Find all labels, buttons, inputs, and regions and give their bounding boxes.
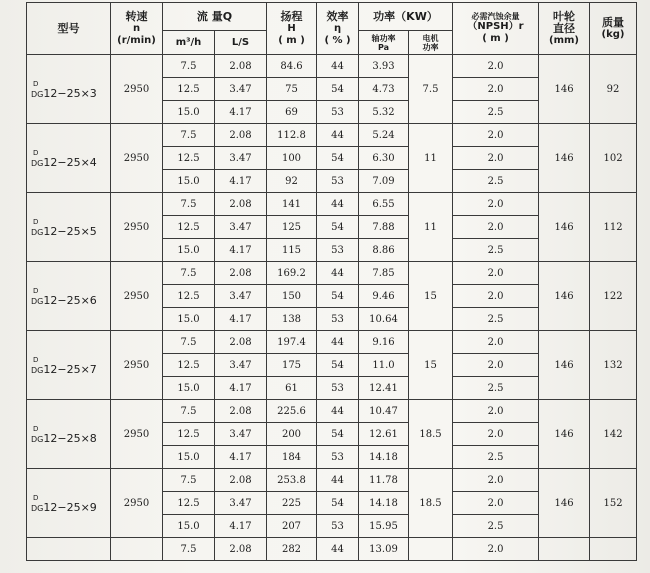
flow-m3h-cell: 7.5 — [163, 124, 215, 147]
mass-cell: 112 — [590, 193, 637, 262]
impeller-cell: 146 — [539, 193, 590, 262]
shaft-power-cell: 5.32 — [359, 101, 409, 124]
motor-power-cell: 15 — [409, 262, 453, 331]
head-cell: 100 — [267, 147, 317, 170]
npsh-cell: 2.0 — [453, 538, 539, 561]
table-row — [27, 331, 637, 354]
npsh-cell: 2.0 — [453, 331, 539, 354]
shaft-power-cell: 14.18 — [359, 492, 409, 515]
model-prefix: DG — [31, 296, 44, 306]
speed-cell: 2950 — [111, 193, 163, 262]
model-name: 12−25×4 — [43, 155, 97, 169]
shaft-power-cell: 12.61 — [359, 423, 409, 446]
header-npsh: 必需汽蚀余量 （NPSH）r ( m ) — [453, 3, 539, 55]
npsh-cell: 2.0 — [453, 55, 539, 78]
model-cell — [27, 331, 111, 400]
header-speed: 转速 n (r/min) — [111, 3, 163, 55]
q_m3h-cell: 7.5 — [163, 538, 215, 561]
model-name: 12−25×7 — [43, 362, 97, 376]
shaft-power-cell: 8.86 — [359, 239, 409, 262]
npsh-cell: 2.0 — [453, 193, 539, 216]
speed-cell: 2950 — [111, 400, 163, 469]
head-cell: 184 — [267, 446, 317, 469]
efficiency-cell: 54 — [317, 147, 359, 170]
flow-m3h-cell: 15.0 — [163, 377, 215, 400]
flow-m3h-cell: 7.5 — [163, 193, 215, 216]
flow-ls-cell: 2.08 — [215, 262, 267, 285]
head-cell: 207 — [267, 515, 317, 538]
header-flow-ls: L/S — [215, 31, 267, 55]
model-prefix: DG — [31, 227, 44, 237]
shaft-power-cell: 14.18 — [359, 446, 409, 469]
npsh-cell: 2.5 — [453, 377, 539, 400]
head-cell: 150 — [267, 285, 317, 308]
flow-ls-cell: 4.17 — [215, 308, 267, 331]
flow-ls-cell: 2.08 — [215, 469, 267, 492]
header-motor-power: 电机 功率 — [409, 31, 453, 55]
flow-ls-cell: 4.17 — [215, 446, 267, 469]
shaft-power-cell: 9.46 — [359, 285, 409, 308]
model-cell — [27, 262, 111, 331]
header-mass: 质量 (kg) — [590, 3, 637, 55]
model-name: 12−25×9 — [43, 500, 97, 514]
npsh-cell: 2.5 — [453, 170, 539, 193]
flow-ls-cell: 2.08 — [215, 400, 267, 423]
table-row — [27, 262, 637, 285]
npsh-cell: 2.0 — [453, 423, 539, 446]
efficiency-cell: 54 — [317, 78, 359, 101]
head-cell: 69 — [267, 101, 317, 124]
npsh-cell: 2.0 — [453, 216, 539, 239]
efficiency-cell: 54 — [317, 492, 359, 515]
flow-m3h-cell: 12.5 — [163, 492, 215, 515]
header-flow-m3h: m³/h — [163, 31, 215, 55]
flow-ls-cell: 4.17 — [215, 170, 267, 193]
head-cell: 138 — [267, 308, 317, 331]
shaft-power-cell: 3.93 — [359, 55, 409, 78]
model-sup: D — [33, 424, 39, 433]
npsh-cell: 2.0 — [453, 78, 539, 101]
head-cell: 112.8 — [267, 124, 317, 147]
flow-ls-cell: 3.47 — [215, 354, 267, 377]
model-name: 12−25×8 — [43, 431, 97, 445]
efficiency-cell: 54 — [317, 354, 359, 377]
shaft-power-cell: 10.64 — [359, 308, 409, 331]
flow-m3h-cell: 12.5 — [163, 147, 215, 170]
flow-ls-cell: 4.17 — [215, 239, 267, 262]
flow-ls-cell: 3.47 — [215, 492, 267, 515]
flow-m3h-cell: 7.5 — [163, 262, 215, 285]
model-prefix: DG — [31, 89, 44, 99]
npsh-cell: 2.5 — [453, 515, 539, 538]
efficiency-cell: 44 — [317, 193, 359, 216]
impeller-cell: 146 — [539, 124, 590, 193]
efficiency-cell: 54 — [317, 216, 359, 239]
head-cell: 84.6 — [267, 55, 317, 78]
speed-cell: 2950 — [111, 262, 163, 331]
flow-m3h-cell: 7.5 — [163, 469, 215, 492]
speed-cell: 2950 — [111, 55, 163, 124]
flow-m3h-cell: 15.0 — [163, 446, 215, 469]
table-row — [27, 469, 637, 492]
mass-cell — [590, 538, 637, 561]
efficiency-cell: 44 — [317, 124, 359, 147]
efficiency-cell: 53 — [317, 239, 359, 262]
flow-ls-cell: 4.17 — [215, 515, 267, 538]
motor-power-cell: 7.5 — [409, 55, 453, 124]
flow-ls-cell: 4.17 — [215, 101, 267, 124]
npsh-cell: 2.5 — [453, 446, 539, 469]
shaft-power-cell: 15.95 — [359, 515, 409, 538]
shaft-cell: 13.09 — [359, 538, 409, 561]
model-prefix: DG — [31, 365, 44, 375]
npsh-cell: 2.5 — [453, 308, 539, 331]
header-model: 型号 — [27, 3, 111, 55]
flow-m3h-cell: 7.5 — [163, 331, 215, 354]
table-row — [27, 193, 637, 216]
mass-cell: 122 — [590, 262, 637, 331]
table-body — [27, 55, 637, 561]
head-cell: 200 — [267, 423, 317, 446]
header-power: 功率（KW） — [359, 3, 453, 31]
q_ls-cell: 2.08 — [215, 538, 267, 561]
flow-ls-cell: 3.47 — [215, 216, 267, 239]
model-cell — [27, 469, 111, 538]
flow-m3h-cell: 7.5 — [163, 400, 215, 423]
flow-m3h-cell: 12.5 — [163, 285, 215, 308]
model-name: 12−25×3 — [43, 86, 97, 100]
model-sup: D — [33, 217, 39, 226]
head-cell: 125 — [267, 216, 317, 239]
shaft-power-cell: 11.78 — [359, 469, 409, 492]
flow-m3h-cell: 7.5 — [163, 55, 215, 78]
npsh-cell: 2.0 — [453, 147, 539, 170]
shaft-power-cell: 6.30 — [359, 147, 409, 170]
table-row — [27, 124, 637, 147]
model-cell — [27, 193, 111, 262]
table-row-partial — [27, 538, 637, 561]
impeller-cell: 146 — [539, 262, 590, 331]
model-prefix: DG — [31, 158, 44, 168]
flow-m3h-cell: 15.0 — [163, 170, 215, 193]
head-cell: 225.6 — [267, 400, 317, 423]
mass-cell: 142 — [590, 400, 637, 469]
motor-power-cell: 18.5 — [409, 469, 453, 538]
head-cell: 253.8 — [267, 469, 317, 492]
shaft-power-cell: 12.41 — [359, 377, 409, 400]
npsh-cell: 2.0 — [453, 124, 539, 147]
speed-cell: 2950 — [111, 469, 163, 538]
head-cell: 61 — [267, 377, 317, 400]
efficiency-cell: 53 — [317, 101, 359, 124]
model-prefix: DG — [31, 434, 44, 444]
shaft-power-cell: 7.88 — [359, 216, 409, 239]
motor-power-cell: 15 — [409, 331, 453, 400]
flow-ls-cell: 3.47 — [215, 285, 267, 308]
table-row — [27, 55, 637, 78]
npsh-cell: 2.0 — [453, 262, 539, 285]
model-sup: D — [33, 286, 39, 295]
npsh-cell: 2.0 — [453, 400, 539, 423]
header-impeller: 叶轮 直径 (mm) — [539, 3, 590, 55]
header-shaft-power: 轴功率 Pa — [359, 31, 409, 55]
model-sup: D — [33, 493, 39, 502]
speed-cell — [111, 538, 163, 561]
efficiency-cell: 53 — [317, 308, 359, 331]
motor-power-cell: 11 — [409, 124, 453, 193]
head-cell: 169.2 — [267, 262, 317, 285]
flow-m3h-cell: 12.5 — [163, 78, 215, 101]
flow-m3h-cell: 12.5 — [163, 423, 215, 446]
npsh-cell: 2.5 — [453, 101, 539, 124]
flow-m3h-cell: 15.0 — [163, 239, 215, 262]
flow-ls-cell: 3.47 — [215, 78, 267, 101]
mass-cell: 152 — [590, 469, 637, 538]
table-row — [27, 400, 637, 423]
flow-ls-cell: 2.08 — [215, 331, 267, 354]
flow-m3h-cell: 15.0 — [163, 515, 215, 538]
model-cell — [27, 124, 111, 193]
impeller-cell: 146 — [539, 469, 590, 538]
header-efficiency: 效率 η ( % ) — [317, 3, 359, 55]
efficiency-cell: 53 — [317, 377, 359, 400]
npsh-cell: 2.0 — [453, 492, 539, 515]
head-cell: 115 — [267, 239, 317, 262]
model-cell — [27, 55, 111, 124]
shaft-power-cell: 7.85 — [359, 262, 409, 285]
head-cell: 225 — [267, 492, 317, 515]
motor-power-cell: 18.5 — [409, 400, 453, 469]
flow-ls-cell: 2.08 — [215, 193, 267, 216]
mass-cell: 92 — [590, 55, 637, 124]
model-cell — [27, 400, 111, 469]
flow-m3h-cell: 15.0 — [163, 308, 215, 331]
efficiency-cell: 44 — [317, 55, 359, 78]
shaft-power-cell: 10.47 — [359, 400, 409, 423]
flow-ls-cell: 3.47 — [215, 147, 267, 170]
efficiency-cell: 54 — [317, 423, 359, 446]
head-cell: 141 — [267, 193, 317, 216]
model-cell — [27, 538, 111, 561]
model-sup: D — [33, 355, 39, 364]
speed-cell: 2950 — [111, 124, 163, 193]
efficiency-cell: 53 — [317, 170, 359, 193]
header-flow: 流 量Q — [163, 3, 267, 31]
motor-power-cell — [409, 538, 453, 561]
head-cell: 175 — [267, 354, 317, 377]
pump-performance-table — [26, 2, 637, 561]
model-name: 12−25×5 — [43, 224, 97, 238]
speed-cell: 2950 — [111, 331, 163, 400]
flow-m3h-cell: 12.5 — [163, 354, 215, 377]
shaft-power-cell: 6.55 — [359, 193, 409, 216]
npsh-cell: 2.5 — [453, 239, 539, 262]
flow-ls-cell: 4.17 — [215, 377, 267, 400]
shaft-power-cell: 7.09 — [359, 170, 409, 193]
flow-m3h-cell: 12.5 — [163, 216, 215, 239]
efficiency-cell: 54 — [317, 285, 359, 308]
efficiency-cell: 53 — [317, 515, 359, 538]
head-cell: 75 — [267, 78, 317, 101]
efficiency-cell: 44 — [317, 469, 359, 492]
head-cell: 282 — [267, 538, 317, 561]
head-cell: 92 — [267, 170, 317, 193]
efficiency-cell: 44 — [317, 331, 359, 354]
impeller-cell: 146 — [539, 400, 590, 469]
mass-cell: 102 — [590, 124, 637, 193]
head-cell: 197.4 — [267, 331, 317, 354]
flow-ls-cell: 3.47 — [215, 423, 267, 446]
flow-ls-cell: 2.08 — [215, 55, 267, 78]
impeller-cell — [539, 538, 590, 561]
header-head: 扬程 H ( m ) — [267, 3, 317, 55]
model-prefix: DG — [31, 503, 44, 513]
npsh-cell: 2.0 — [453, 354, 539, 377]
efficiency-cell: 44 — [317, 262, 359, 285]
npsh-cell: 2.0 — [453, 285, 539, 308]
shaft-power-cell: 5.24 — [359, 124, 409, 147]
npsh-cell: 2.0 — [453, 469, 539, 492]
shaft-power-cell: 4.73 — [359, 78, 409, 101]
shaft-power-cell: 9.16 — [359, 331, 409, 354]
eff-cell: 44 — [317, 538, 359, 561]
flow-m3h-cell: 15.0 — [163, 101, 215, 124]
shaft-power-cell: 11.0 — [359, 354, 409, 377]
flow-ls-cell: 2.08 — [215, 124, 267, 147]
mass-cell: 132 — [590, 331, 637, 400]
table-header — [27, 3, 637, 55]
efficiency-cell: 44 — [317, 400, 359, 423]
model-name: 12−25×6 — [43, 293, 97, 307]
model-sup: D — [33, 79, 39, 88]
impeller-cell: 146 — [539, 331, 590, 400]
motor-power-cell: 11 — [409, 193, 453, 262]
model-sup: D — [33, 148, 39, 157]
efficiency-cell: 53 — [317, 446, 359, 469]
impeller-cell: 146 — [539, 55, 590, 124]
